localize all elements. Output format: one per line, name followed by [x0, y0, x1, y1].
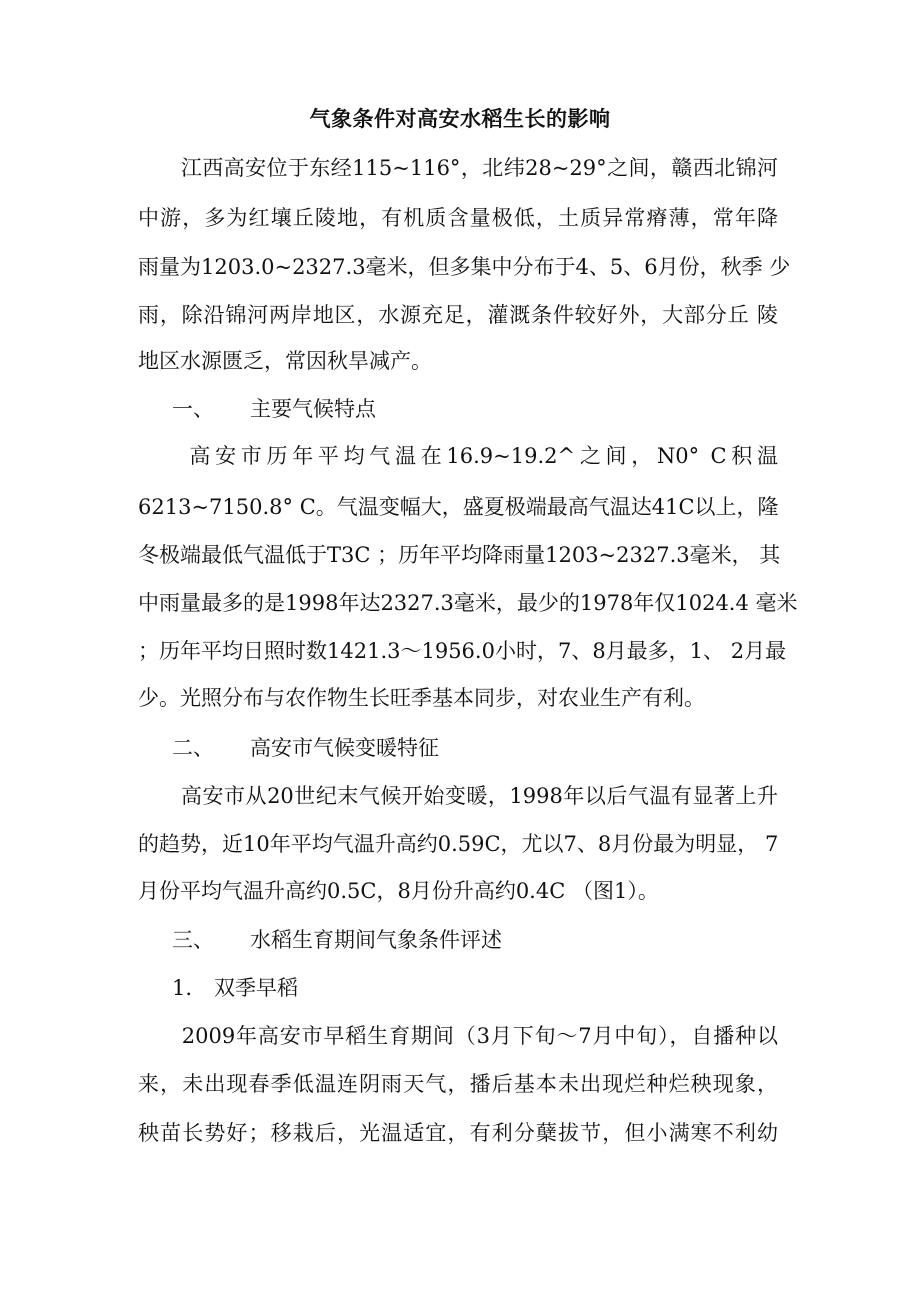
intro-line-4: 雨，除沿锦河两岸地区，水源充足，灌溉条件较好外，大部分丘 陵 [138, 303, 778, 327]
section-number: 二、 [172, 736, 214, 760]
subsection1-line-1: 2009年高安市早稻生育期间（3月下旬〜7月中旬），自播种以 [138, 1024, 778, 1048]
section1-line-4: 中雨量最多的是1998年达2327.3毫米，最少的1978年仅1024.4 毫米 [138, 591, 798, 615]
section-heading-1 [172, 394, 376, 424]
section2-line-2: 的趋势，近10年平均气温升高约0.59C，尤以7、8月份最为明显， 7 [138, 832, 779, 856]
intro-line-2: 中游，多为红壤丘陵地，有机质含量极低，土质异常瘠薄，常年降 [138, 206, 778, 230]
section-number: 一、 [172, 397, 214, 421]
section-heading-2 [172, 733, 439, 763]
section-heading-3 [172, 925, 502, 955]
section2-line-3: 月份平均气温升高约0.5C，8月份升高约0.4C （图1）。 [138, 879, 659, 903]
section-label: 主要气候特点 [250, 397, 376, 421]
intro-line-1: 江西高安位于东经115~116°，北纬28~29°之间，赣西北锦河 [138, 156, 778, 180]
section1-line-5: ；历年平均日照时数1421.3〜1956.0小时，7、8月最多，1、 2月最 [138, 639, 787, 663]
section-number: 三、 [172, 928, 214, 952]
section1-line-3: 冬极端最低气温低于T3C ；历年平均降雨量1203~2327.3毫米， 其 [138, 543, 781, 567]
section1-line-2: 6213~7150.8° C。气温变幅大，盛夏极端最高气温达41C以上，隆 [138, 495, 779, 519]
section-label: 高安市气候变暖特征 [250, 736, 439, 760]
subsection1-line-2: 来，未出现春季低温连阴雨天气，播后基本未出现烂种烂秧现象， [138, 1072, 778, 1096]
subsection-heading-1 [172, 973, 298, 1003]
intro-line-5: 地区水源匮乏，常因秋旱减产。 [138, 349, 432, 373]
subsection-number: 1. [172, 976, 193, 1000]
subsection1-line-3: 秧苗长势好；移栽后，光温适宜，有利分蘖拔节，但小满寒不利幼 [138, 1121, 778, 1145]
section-label: 水稻生育期间气象条件评述 [250, 928, 502, 952]
subsection-label: 双季早稻 [214, 976, 298, 1000]
document-title: 气象条件对高安水稻生长的影响 [309, 106, 611, 131]
section1-line-6: 少。光照分布与农作物生长旺季基本同步，对农业生产有利。 [138, 686, 705, 710]
intro-line-3: 雨量为1203.0~2327.3毫米，但多集中分布于4、5、6月份，秋季 少 [138, 255, 791, 279]
section2-line-1: 高安市从20世纪末气候开始变暖，1998年以后气温有显著上升 [138, 784, 778, 808]
section1-line-1: 高安市历年平均气温在16.9~19.2^之间，N0° C积温 [138, 444, 778, 468]
